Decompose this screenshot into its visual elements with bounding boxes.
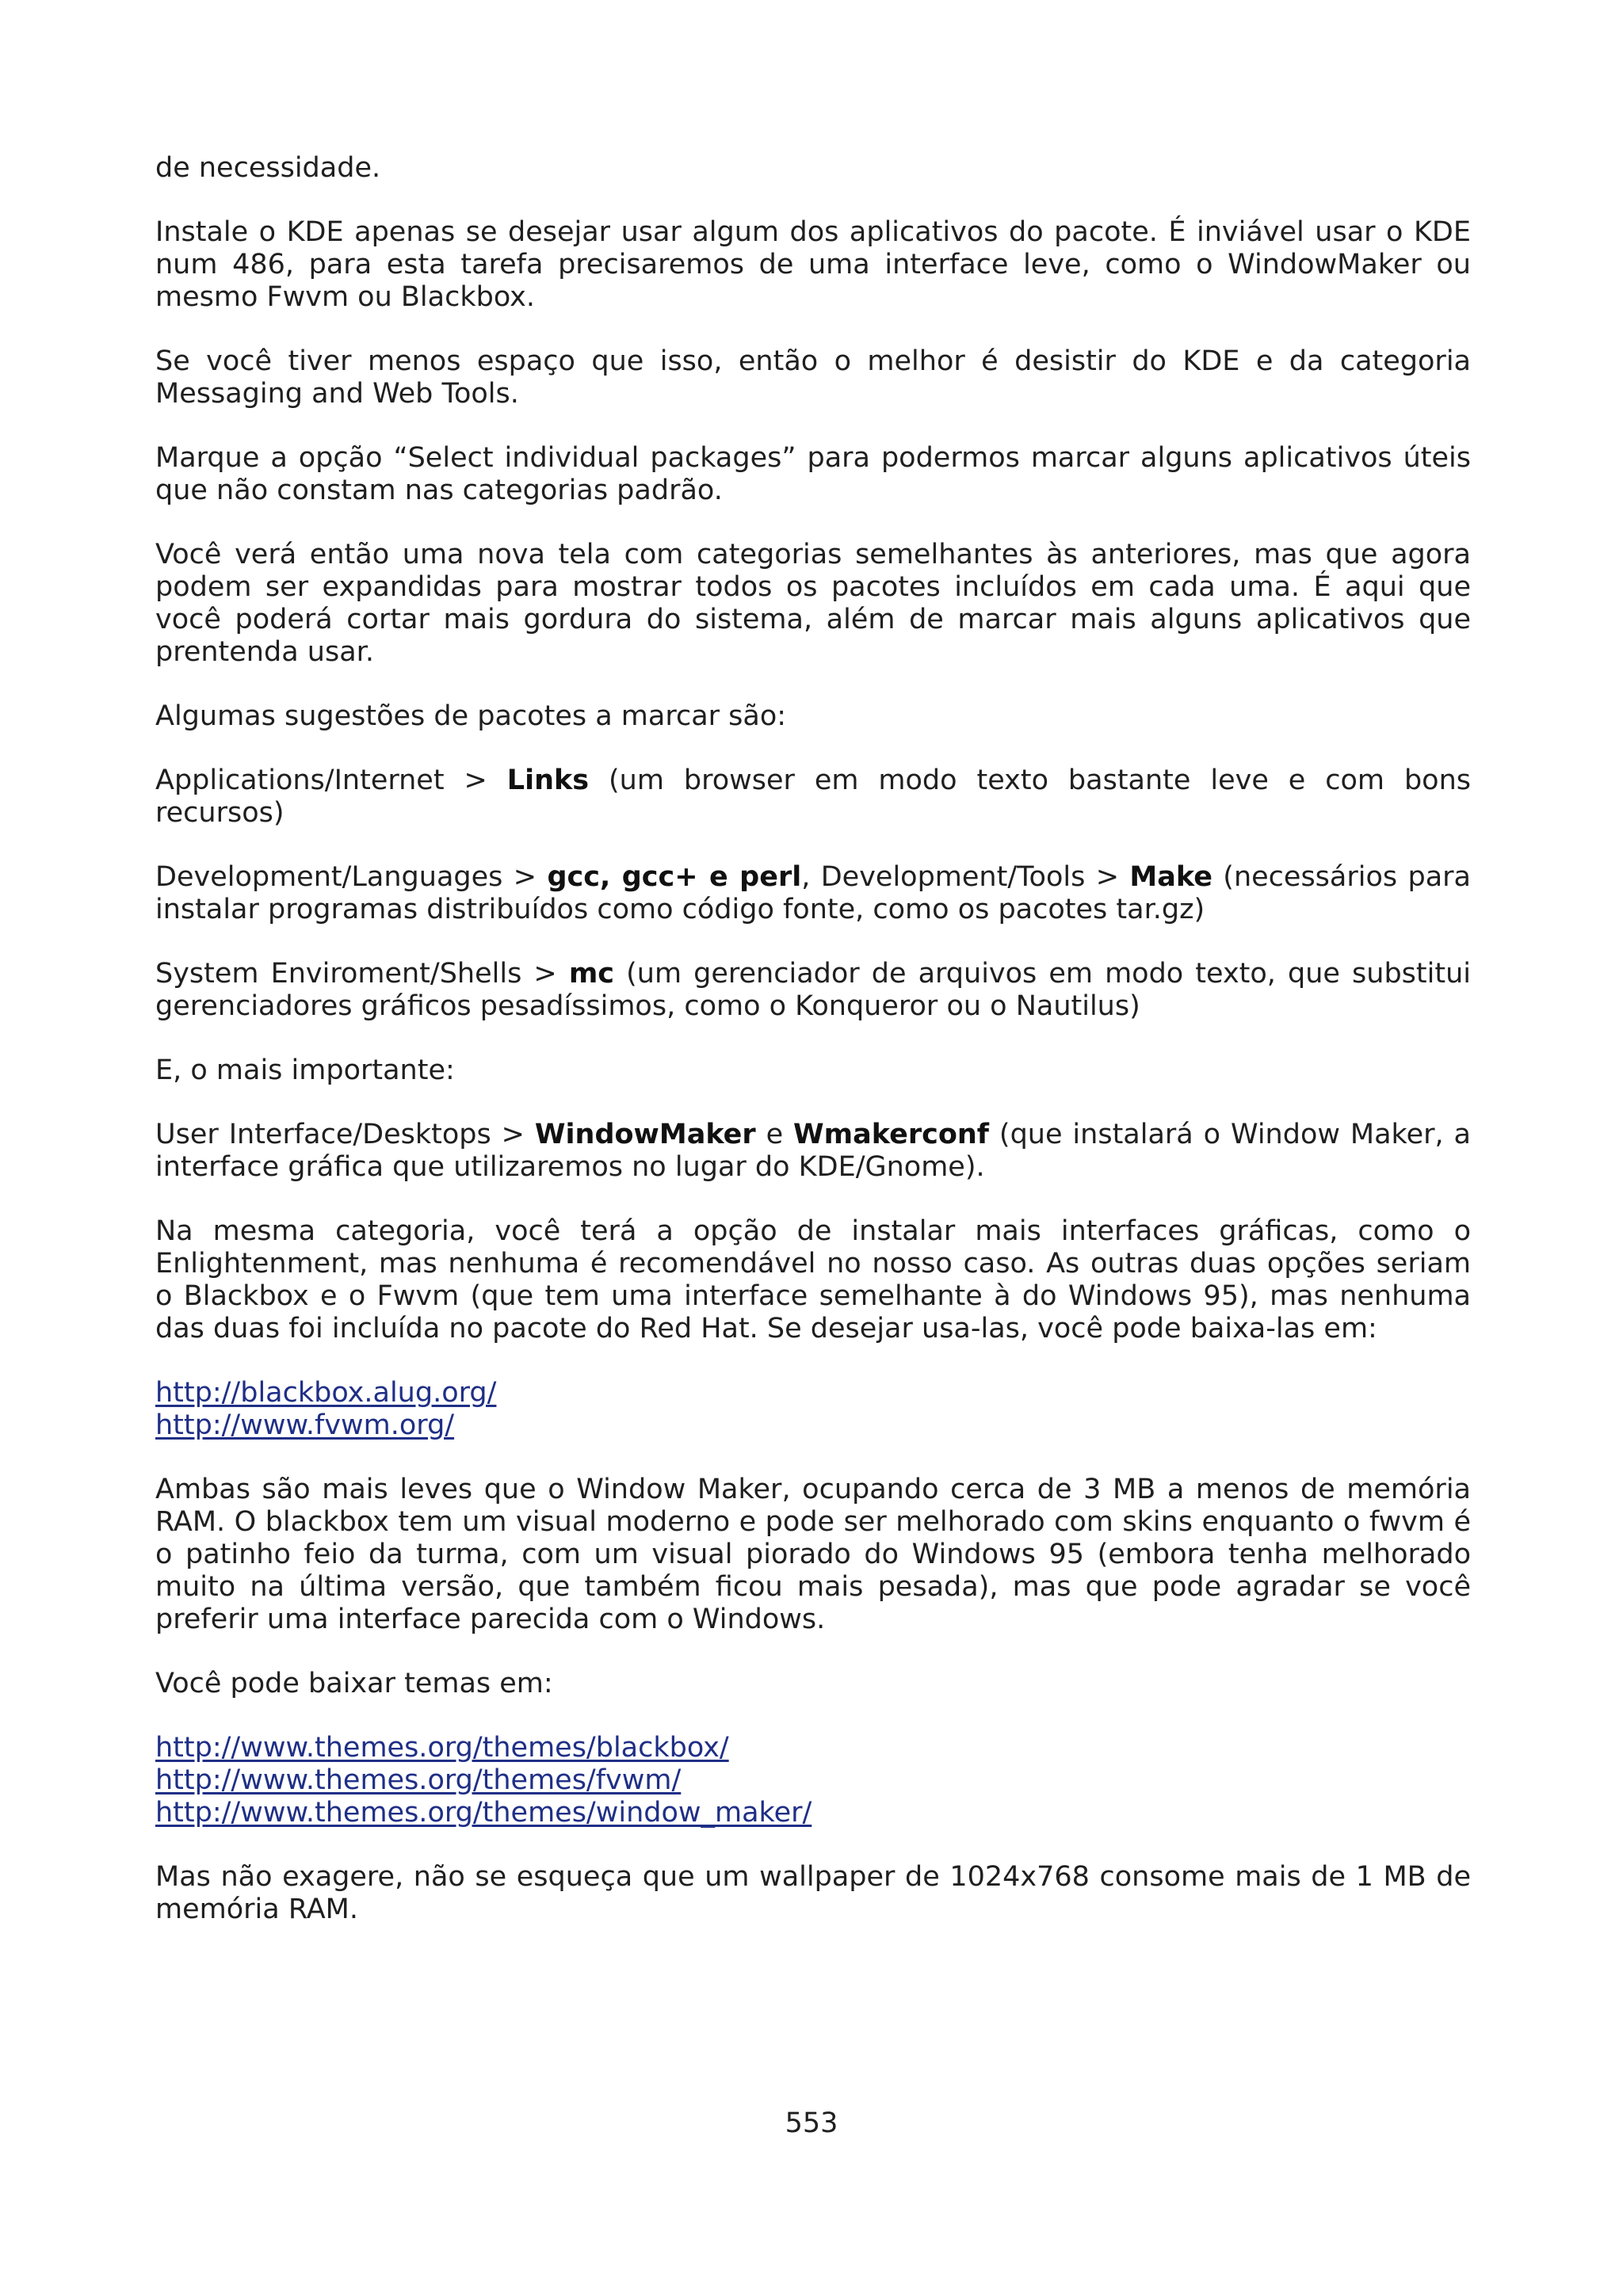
package-name: Make	[1129, 861, 1212, 893]
theme-links	[155, 1732, 1471, 1829]
package-name: mc	[568, 958, 615, 990]
paragraph: Marque a opção “Select individual packages” para podermos marcar alguns aplicativos úteis que não constam nas categorias padrão.	[155, 442, 1471, 506]
package-name: gcc, gcc+ e perl	[547, 861, 802, 893]
package-suggestion-windowmaker	[155, 1119, 1471, 1184]
window-manager-links	[155, 1377, 1471, 1442]
fvwm-link[interactable]: http://www.fvwm.org/	[155, 1409, 455, 1441]
paragraph: Você pode baixar temas em:	[155, 1668, 553, 1699]
blackbox-link[interactable]: http://blackbox.alug.org/	[155, 1377, 497, 1409]
text-run: , Development/Tools >	[801, 861, 1130, 893]
package-name: Links	[506, 765, 590, 796]
paragraph: Na mesma categoria, você terá a opção de instalar mais interfaces gráficas, como o Enlightenment, mas nenhuma é recomendável no nosso caso. As outras duas opções seriam o Blackbox e o Fwvm (que tem uma interface semelhante à do Windows 95), mas nenhuma das duas foi incluída no pacote do Red Hat. Se desejar usa-las, você pode baixa-las em:	[155, 1215, 1471, 1344]
text-run: Development/Languages >	[155, 861, 548, 893]
package-name: WindowMaker	[534, 1119, 756, 1150]
window-maker-themes-link[interactable]: http://www.themes.org/themes/window_maker/	[155, 1797, 812, 1829]
paragraph: Algumas sugestões de pacotes a marcar são:	[155, 700, 787, 732]
page-number: 553	[785, 2107, 838, 2139]
text-run: User Interface/Desktops >	[155, 1119, 535, 1150]
text-run: Applications/Internet >	[155, 765, 507, 796]
paragraph: Se você tiver menos espaço que isso, então o melhor é desistir do KDE e da categoria Messaging and Web Tools.	[155, 345, 1471, 410]
paragraph: E, o mais importante:	[155, 1055, 455, 1086]
paragraph: Mas não exagere, não se esqueça que um wallpaper de 1024x768 consome mais de 1 MB de memória RAM.	[155, 1861, 1471, 1925]
package-name: Wmakerconf	[793, 1119, 990, 1150]
paragraph: Instale o KDE apenas se desejar usar algum dos aplicativos do pacote. É inviável usar o KDE num 486, para esta tarefa precisaremos de uma interface leve, como o WindowMaker ou mesmo Fwvm ou Blackbox.	[155, 216, 1471, 313]
fvwm-themes-link[interactable]: http://www.themes.org/themes/fvwm/	[155, 1764, 682, 1796]
paragraph: Ambas são mais leves que o Window Maker, ocupando cerca de 3 MB a menos de memória RAM. O blackbox tem um visual moderno e pode ser melhorado com skins enquanto o fwvm é o patinho feio da turma, com um visual piorado do Windows 95 (embora tenha melhorado muito na última versão, que também ficou mais pesada), mas que pode agradar se você preferir uma interface parecida com o Windows.	[155, 1474, 1471, 1635]
text-run: (que instalará o Window Maker, a interface gráfica que utilizaremos no lugar do KDE/Gnome).	[155, 1119, 1471, 1183]
document-body	[155, 152, 1471, 1958]
text-run: System Enviroment/Shells >	[155, 958, 569, 990]
text-run: (necessários para instalar programas distribuídos como código fonte, como os pacotes tar.gz)	[155, 861, 1471, 925]
package-suggestion-links	[155, 765, 1471, 830]
package-suggestion-dev	[155, 861, 1471, 926]
paragraph: Você verá então uma nova tela com categorias semelhantes às anteriores, mas que agora podem ser expandidas para mostrar todos os pacotes incluídos em cada uma. É aqui que você poderá cortar mais gordura do sistema, além de marcar mais alguns aplicativos que prentenda usar.	[155, 539, 1471, 668]
text-run: e	[755, 1119, 794, 1150]
package-suggestion-mc	[155, 958, 1471, 1023]
blackbox-themes-link[interactable]: http://www.themes.org/themes/blackbox/	[155, 1732, 729, 1764]
text-run: (um browser em modo texto bastante leve e com bons recursos)	[155, 765, 1472, 829]
paragraph: de necessidade.	[155, 152, 381, 184]
text-run: (um gerenciador de arquivos em modo texto, que substitui gerenciadores gráficos pesadíssimos, como o Konqueror ou o Nautilus)	[155, 958, 1471, 1022]
